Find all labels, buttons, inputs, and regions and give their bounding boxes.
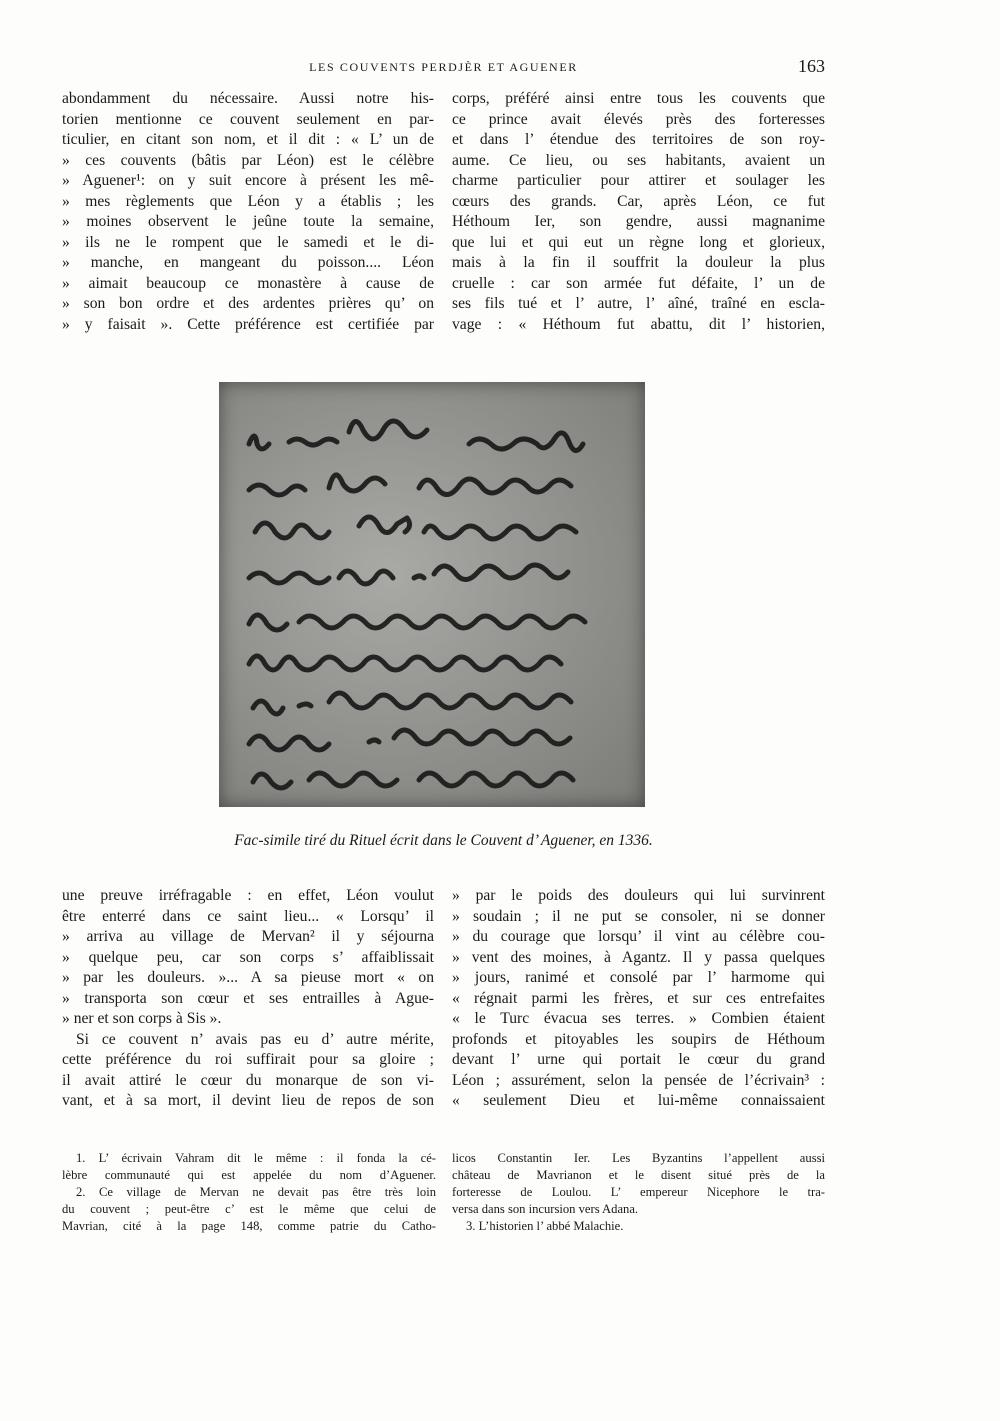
text-line: » ner et son corps à Sis ».	[62, 1010, 222, 1027]
footnote-line: lèbre communauté qui est appelée du nom d’Aguener.	[62, 1168, 436, 1182]
manuscript-facsimile-image	[219, 382, 645, 807]
text-line: » soudain ; il ne put se consoler, ni se donner	[452, 907, 825, 925]
text-column-top-left	[62, 89, 434, 335]
text-line: » par les douleurs. »... A sa pieuse mort « on	[62, 969, 434, 986]
text-line: mais à la fin il souffrit la douleur la plus	[452, 254, 825, 271]
text-line: corps, préféré ainsi entre tous les couvents que	[452, 90, 825, 107]
text-line: » vent des moines, à Agantz. Il y passa quelques	[452, 948, 825, 966]
text-line: il avait attiré le cœur du monarque de son vi-	[62, 1071, 434, 1089]
text-line: charme particulier pour attirer et soulager les	[452, 172, 825, 189]
text-line: et dans l’ étendue des territoires de son roy-	[452, 131, 825, 148]
text-line: » transporta son cœur et ses entrailles à Ague-	[62, 989, 434, 1007]
footnotes-right	[452, 1150, 825, 1235]
text-line: » Aguener¹: on y suit encore à présent les mê-	[62, 172, 434, 189]
text-column-bottom-right	[452, 886, 825, 1112]
text-line: » arriva au village de Mervan² il y séjourna	[62, 928, 434, 945]
text-line: devant l’ urne qui portait le cœur du grand	[452, 1051, 825, 1068]
footnote-line: 1. L’ écrivain Vahram dit le même : il fonda la cé-	[76, 1151, 436, 1165]
page-header	[62, 58, 825, 82]
text-column-bottom-left	[62, 886, 434, 1112]
text-line: que lui et qui eut un règne long et glorieux,	[452, 233, 825, 251]
text-line: » son bon ordre et des ardentes prières qu’ on	[62, 295, 434, 312]
running-title: LES COUVENTS PERDJÈR ET AGUENER	[309, 60, 578, 74]
text-line: » aimait beaucoup ce monastère à cause de	[62, 274, 434, 292]
text-line: ce prince avait élevés près des forteresses	[452, 110, 825, 128]
footnote-line: licos Constantin Ier. Les Byzantins l’appellent aussi	[452, 1151, 825, 1165]
footnote-line: versa dans son incursion vers Adana.	[452, 1202, 639, 1216]
text-line: » moines observent le jeûne toute la semaine,	[62, 213, 434, 230]
text-line: cruelle : car son armée fut défaite, l’ un de	[452, 274, 825, 292]
text-line: Héthoum Ier, son gendre, aussi magnanime	[452, 213, 825, 230]
text-line: « seulement Dieu et lui-même connaissaient	[452, 1092, 825, 1109]
text-line: abondamment du nécessaire. Aussi notre his-	[62, 90, 434, 107]
text-line: » ils ne le rompent que le samedi et le di-	[62, 233, 434, 251]
text-line: » quelque peu, car son corps s’ affaiblissait	[62, 948, 434, 966]
text-line: une preuve irréfragable : en effet, Léon voulut	[62, 887, 434, 904]
text-line: cœurs des grands. Car, après Léon, ce fut	[452, 192, 825, 210]
text-line: » par le poids des douleurs qui lui survinrent	[452, 887, 825, 904]
text-line: être enterré dans ce saint lieu... « Lorsqu’ il	[62, 907, 434, 925]
text-line: Si ce couvent n’ avais pas eu d’ autre mérite,	[76, 1030, 434, 1048]
text-line: » du courage que lorsqu’ il vint au célèbre cou-	[452, 928, 825, 945]
text-line: « régnait parmi les frères, et sur ces entrefaites	[452, 989, 825, 1007]
footnotes-left	[62, 1150, 436, 1235]
footnote-line: du couvent ; peut-être c’ est le même que celui de	[62, 1202, 436, 1216]
text-line: « le Turc évacua ses terres. » Combien étaient	[452, 1010, 825, 1027]
footnote-line: forteresse de Loulou. L’ empereur Nicephore le tra-	[452, 1185, 825, 1199]
text-line: » y faisait ». Cette préférence est certifiée par	[62, 315, 434, 333]
footnote-line: château de Mavrianon et le disent situé près de la	[452, 1168, 825, 1182]
text-line: Léon ; assurément, selon la pensée de l’écrivain³ :	[452, 1071, 825, 1089]
text-column-top-right	[452, 89, 825, 335]
text-line: cette préférence du roi suffirait pour sa gloire ;	[62, 1051, 434, 1068]
text-line: » mes règlements que Léon y a établis ; les	[62, 192, 434, 210]
text-line: ses fils tué et l’ autre, l’ aîné, traîné en escla-	[452, 295, 825, 312]
manuscript-script-drawing	[219, 382, 645, 807]
figure-caption: Fac-simile tiré du Rituel écrit dans le Couvent d’ Aguener, en 1336.	[234, 832, 653, 849]
text-line: » ces couvents (bâtis par Léon) est le célèbre	[62, 151, 434, 169]
footnote-line: 2. Ce village de Mervan ne devait pas être très loin	[76, 1185, 436, 1199]
page-number: 163	[798, 56, 825, 76]
text-line: aume. Ce lieu, ou ses habitants, avaient un	[452, 151, 825, 169]
footnote-line: 3. L’historien l’ abbé Malachie.	[466, 1219, 624, 1233]
text-line: ticulier, en citant son nom, et il dit : « L’ un de	[62, 131, 434, 148]
text-line: torien mentionne ce couvent seulement en par-	[62, 110, 434, 128]
text-line: vage : « Héthoum fut abattu, dit l’ historien,	[452, 315, 825, 333]
text-line: » manche, en mangeant du poisson.... Léon	[62, 254, 434, 271]
text-line: vant, et à sa mort, il devint lieu de repos de son	[62, 1092, 434, 1109]
footnote-line: Mavrian, cité à la page 148, comme patrie du Catho-	[62, 1219, 436, 1233]
text-line: profonds et pitoyables les soupirs de Héthoum	[452, 1030, 825, 1048]
text-line: » jours, ranimé et consolé par l’ harmome qui	[452, 969, 825, 986]
